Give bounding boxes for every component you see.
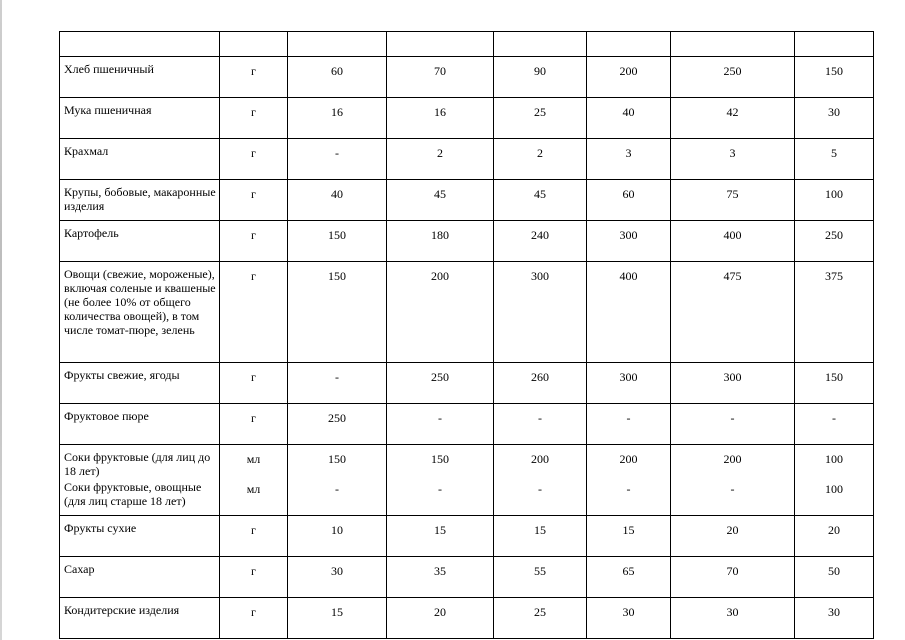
- quantity-cell: [587, 404, 671, 445]
- quantity-value: -: [626, 411, 631, 425]
- quantity-cell: [288, 221, 387, 262]
- quantity-cell: [288, 139, 387, 180]
- quantity-value: 100: [825, 187, 843, 201]
- quantity-value: 475: [723, 269, 742, 283]
- quantity-cell: [494, 262, 587, 363]
- table-row: [60, 557, 874, 598]
- quantity-cell: [587, 180, 671, 221]
- quantity-value: 200: [723, 452, 742, 466]
- quantity-cell: [795, 98, 874, 139]
- quantity-value: 300: [619, 370, 638, 384]
- quantity-value: 375: [825, 269, 843, 283]
- product-name: Крахмал: [64, 144, 109, 158]
- unit-value: г: [251, 564, 256, 578]
- unit-cell: [220, 139, 288, 180]
- quantity-value: 90: [534, 64, 546, 78]
- product-name-cell: [60, 557, 220, 598]
- quantity-value: 40: [331, 187, 343, 201]
- quantity-value: 75: [726, 187, 739, 201]
- quantity-cell: [671, 139, 795, 180]
- quantity-cell: [387, 139, 494, 180]
- quantity-value: 55: [534, 564, 546, 578]
- quantity-cell: [387, 98, 494, 139]
- quantity-value: 150: [328, 228, 346, 242]
- quantity-value: 30: [726, 605, 739, 619]
- quantity-value: 150: [328, 269, 346, 283]
- quantity-cell: [587, 516, 671, 557]
- quantity-value: 100: [825, 482, 843, 496]
- quantity-value: 30: [828, 105, 840, 119]
- unit-value: г: [251, 146, 256, 160]
- product-name: Фруктовое пюре: [64, 409, 149, 423]
- quantity-cell: [387, 557, 494, 598]
- unit-cell: [220, 404, 288, 445]
- quantity-cell: [494, 598, 587, 639]
- header-cell-unit: [220, 32, 288, 57]
- table-row: [60, 404, 874, 445]
- quantity-cell: [671, 445, 795, 516]
- quantity-value: 42: [726, 105, 739, 119]
- quantity-cell: [671, 221, 795, 262]
- table-body: [60, 32, 874, 639]
- quantity-value: 10: [331, 523, 343, 537]
- product-name: Овощи (свежие, мороженые), включая соленые и квашеные (не более 10% от общего количества овощей), в том числе томат-пюре, зелень: [64, 267, 216, 337]
- quantity-cell: [494, 57, 587, 98]
- quantity-value: -: [730, 482, 735, 496]
- quantity-cell: [494, 404, 587, 445]
- quantity-cell: [587, 598, 671, 639]
- product-name: Фрукты свежие, ягоды: [64, 368, 180, 382]
- quantity-value: 15: [331, 605, 343, 619]
- unit-value: г: [251, 605, 256, 619]
- quantity-value: 20: [434, 605, 446, 619]
- quantity-cell: [387, 598, 494, 639]
- quantity-cell: [387, 516, 494, 557]
- quantity-value: 150: [825, 64, 843, 78]
- quantity-cell: [795, 598, 874, 639]
- quantity-value: 70: [434, 64, 446, 78]
- table-row: [60, 516, 874, 557]
- quantity-value: 16: [434, 105, 446, 119]
- table-row: [60, 98, 874, 139]
- quantity-value: 15: [534, 523, 546, 537]
- quantity-value: 300: [531, 269, 549, 283]
- quantity-value: 25: [534, 105, 546, 119]
- quantity-cell: [795, 221, 874, 262]
- unit-value: мл: [246, 482, 261, 496]
- quantity-value: 3: [729, 146, 736, 160]
- quantity-value: -: [438, 411, 442, 425]
- quantity-cell: [387, 445, 494, 516]
- quantity-cell: [587, 57, 671, 98]
- quantity-value: -: [626, 482, 631, 496]
- quantity-value: 150: [431, 452, 449, 466]
- quantity-cell: [671, 557, 795, 598]
- food-norms-table: [59, 31, 874, 639]
- quantity-cell: [795, 139, 874, 180]
- quantity-value: 250: [723, 64, 742, 78]
- quantity-value: 3: [625, 146, 632, 160]
- table-row: [60, 221, 874, 262]
- unit-value: мл: [246, 452, 261, 466]
- unit-cell: [220, 180, 288, 221]
- table-row: [60, 139, 874, 180]
- product-name-cell: [60, 445, 220, 516]
- quantity-cell: [288, 445, 387, 516]
- unit-value: г: [251, 105, 256, 119]
- quantity-value: 20: [726, 523, 739, 537]
- quantity-value: -: [538, 411, 542, 425]
- quantity-value: 70: [726, 564, 739, 578]
- product-name: Хлеб пшеничный: [64, 62, 154, 76]
- quantity-cell: [288, 598, 387, 639]
- product-name: Фрукты сухие: [64, 521, 137, 535]
- table-row: [60, 262, 874, 363]
- header-cell-group-5: [671, 32, 795, 57]
- product-name-cell: [60, 516, 220, 557]
- unit-cell: [220, 98, 288, 139]
- quantity-value: 300: [619, 228, 638, 242]
- quantity-cell: [795, 404, 874, 445]
- unit-cell: [220, 516, 288, 557]
- product-name-cell: [60, 221, 220, 262]
- header-cell-group-3: [494, 32, 587, 57]
- quantity-value: -: [335, 482, 339, 496]
- quantity-cell: [387, 57, 494, 98]
- product-name: Крупы, бобовые, макаронные изделия: [64, 185, 216, 213]
- product-name-cell: [60, 598, 220, 639]
- quantity-value: 400: [619, 269, 638, 283]
- quantity-value: -: [832, 411, 836, 425]
- quantity-value: 60: [331, 64, 343, 78]
- quantity-cell: [795, 180, 874, 221]
- unit-cell: [220, 598, 288, 639]
- table-row: [60, 57, 874, 98]
- product-name-cell: [60, 404, 220, 445]
- quantity-cell: [587, 221, 671, 262]
- quantity-cell: [795, 445, 874, 516]
- quantity-value: 15: [622, 523, 635, 537]
- unit-value: г: [251, 523, 256, 537]
- quantity-value: 45: [434, 187, 446, 201]
- quantity-value: 300: [723, 370, 742, 384]
- table-header-row: [60, 32, 874, 57]
- quantity-value: 100: [825, 452, 843, 466]
- quantity-value: 20: [828, 523, 840, 537]
- quantity-cell: [671, 57, 795, 98]
- unit-cell: [220, 557, 288, 598]
- quantity-cell: [671, 516, 795, 557]
- quantity-cell: [795, 363, 874, 404]
- table-row: [60, 363, 874, 404]
- product-name: Мука пшеничная: [64, 103, 152, 117]
- header-cell-group-1: [288, 32, 387, 57]
- quantity-value: 200: [531, 452, 549, 466]
- quantity-value: 35: [434, 564, 446, 578]
- unit-cell: [220, 445, 288, 516]
- quantity-value: 250: [328, 411, 346, 425]
- quantity-value: 30: [622, 605, 635, 619]
- quantity-value: 200: [619, 64, 638, 78]
- quantity-cell: [288, 180, 387, 221]
- quantity-value: 200: [619, 452, 638, 466]
- unit-value: г: [251, 64, 256, 78]
- product-name: Картофель: [64, 226, 119, 240]
- quantity-value: 5: [831, 146, 837, 160]
- quantity-value: 30: [828, 605, 840, 619]
- quantity-cell: [587, 557, 671, 598]
- unit-value: г: [251, 269, 256, 283]
- quantity-cell: [288, 404, 387, 445]
- quantity-cell: [494, 363, 587, 404]
- product-name: Кондитерские изделия: [64, 603, 180, 617]
- product-name: Соки фруктовые (для лиц до 18 лет): [64, 450, 211, 478]
- quantity-cell: [795, 557, 874, 598]
- product-name: Соки фруктовые, овощные (для лиц старше 18 лет): [64, 480, 202, 508]
- quantity-value: 400: [723, 228, 742, 242]
- unit-cell: [220, 262, 288, 363]
- quantity-cell: [795, 57, 874, 98]
- quantity-value: 50: [828, 564, 840, 578]
- quantity-value: -: [335, 370, 339, 384]
- quantity-value: 150: [328, 452, 346, 466]
- quantity-cell: [494, 516, 587, 557]
- product-name-cell: [60, 139, 220, 180]
- quantity-cell: [288, 516, 387, 557]
- unit-value: г: [251, 228, 256, 242]
- quantity-cell: [494, 557, 587, 598]
- quantity-cell: [387, 363, 494, 404]
- table-row: [60, 445, 874, 516]
- quantity-cell: [494, 221, 587, 262]
- quantity-value: 250: [825, 228, 843, 242]
- quantity-value: 150: [825, 370, 843, 384]
- quantity-value: 30: [331, 564, 343, 578]
- quantity-cell: [288, 262, 387, 363]
- unit-value: г: [251, 411, 256, 425]
- quantity-cell: [795, 262, 874, 363]
- quantity-value: 16: [331, 105, 343, 119]
- quantity-value: 250: [431, 370, 449, 384]
- product-name-cell: [60, 180, 220, 221]
- quantity-cell: [288, 57, 387, 98]
- quantity-cell: [795, 516, 874, 557]
- product-name: Сахар: [64, 562, 95, 576]
- quantity-cell: [288, 363, 387, 404]
- product-name-cell: [60, 57, 220, 98]
- quantity-cell: [288, 557, 387, 598]
- unit-cell: [220, 363, 288, 404]
- quantity-value: -: [335, 146, 339, 160]
- unit-cell: [220, 221, 288, 262]
- quantity-cell: [387, 221, 494, 262]
- unit-value: г: [251, 370, 256, 384]
- quantity-cell: [288, 98, 387, 139]
- quantity-cell: [387, 262, 494, 363]
- quantity-value: 15: [434, 523, 446, 537]
- quantity-cell: [587, 262, 671, 363]
- quantity-value: 40: [622, 105, 635, 119]
- quantity-value: 45: [534, 187, 546, 201]
- scan-edge-mark: [0, 0, 2, 640]
- quantity-cell: [671, 180, 795, 221]
- quantity-value: 60: [622, 187, 635, 201]
- quantity-value: 240: [531, 228, 549, 242]
- quantity-value: -: [538, 482, 542, 496]
- unit-cell: [220, 57, 288, 98]
- quantity-cell: [587, 98, 671, 139]
- quantity-cell: [671, 404, 795, 445]
- table-row: [60, 180, 874, 221]
- quantity-cell: [587, 445, 671, 516]
- header-cell-group-2: [387, 32, 494, 57]
- quantity-value: 2: [537, 146, 543, 160]
- quantity-value: 260: [531, 370, 549, 384]
- header-cell-group-6: [795, 32, 874, 57]
- unit-value: г: [251, 187, 256, 201]
- quantity-cell: [494, 139, 587, 180]
- product-name-cell: [60, 98, 220, 139]
- quantity-cell: [671, 262, 795, 363]
- quantity-cell: [494, 445, 587, 516]
- quantity-cell: [671, 598, 795, 639]
- quantity-cell: [494, 98, 587, 139]
- header-cell-group-4: [587, 32, 671, 57]
- quantity-cell: [671, 98, 795, 139]
- quantity-cell: [387, 180, 494, 221]
- quantity-value: 200: [431, 269, 449, 283]
- product-name-cell: [60, 363, 220, 404]
- quantity-cell: [671, 363, 795, 404]
- quantity-value: 25: [534, 605, 546, 619]
- header-cell-product: [60, 32, 220, 57]
- quantity-cell: [387, 404, 494, 445]
- quantity-cell: [587, 363, 671, 404]
- quantity-value: 180: [431, 228, 449, 242]
- table-row: [60, 598, 874, 639]
- product-name-cell: [60, 262, 220, 363]
- quantity-cell: [587, 139, 671, 180]
- quantity-value: -: [438, 482, 442, 496]
- quantity-value: 65: [622, 564, 635, 578]
- quantity-value: -: [730, 411, 735, 425]
- quantity-value: 2: [437, 146, 443, 160]
- quantity-cell: [494, 180, 587, 221]
